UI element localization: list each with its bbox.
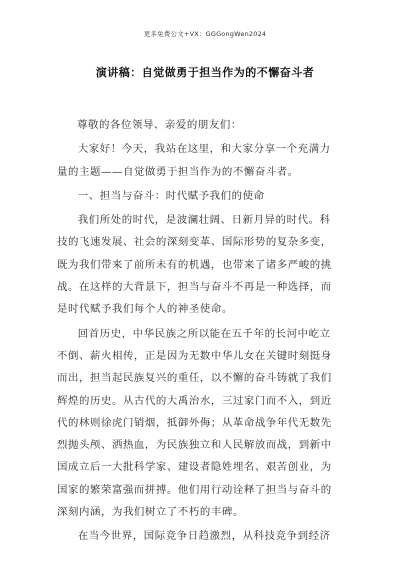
text-line: 技的飞速发展、社会的深刻变革、国际形势的复杂多变， <box>57 236 332 249</box>
document-title: 演讲稿：自觉做勇于担当作为的不懈奋斗者 <box>95 66 315 79</box>
paragraph <box>57 323 355 524</box>
text-line: 一、担当与奋斗：时代赋予我们的使命 <box>77 189 265 202</box>
text-line: 大家好！今天，我站在这里，和大家分享一个充满力 <box>77 143 331 156</box>
paragraph <box>57 138 355 183</box>
document-body <box>57 114 355 550</box>
text-line: 在当今世界，国际竞争日趋激烈，从科技竞争到经济 <box>77 530 331 543</box>
text-line: 国家的繁荣富强而拼搏。他们用行动诠释了担当与奋斗的 <box>57 483 332 496</box>
header-note: 更多免费公文+VX：GGGongWen2024 <box>143 30 267 38</box>
text-line: 辉煌的历史。从古代的大禹治水，三过家门而不入，到近 <box>57 394 332 407</box>
salutation: 尊敬的各位领导、亲爱的朋友们： <box>77 119 242 131</box>
text-line: 是时代赋予我们每个人的神圣使命。 <box>57 303 233 316</box>
text-line: 我们所处的时代，是波澜壮阔、日新月异的时代。科 <box>77 214 331 227</box>
text-line: 不倒、薪火相传，正是因为无数中华儿女在关键时刻挺身 <box>57 349 332 362</box>
text-line: 战。在这样的大背景下，担当与奋斗不再是一种选择，而 <box>57 281 332 294</box>
paragraph <box>57 209 355 320</box>
paragraph <box>57 525 355 547</box>
text-line: 烈抛头颅、洒热血，为民族独立和人民解放而战，到新中 <box>57 439 332 452</box>
text-line: 而出，担当起民族复兴的重任，以不懈的奋斗铸就了我们 <box>57 372 332 385</box>
text-line: 既为我们带来了前所未有的机遇，也带来了诸多严峻的挑 <box>57 258 332 271</box>
text-line: 代的林则徐虎门销烟，抵御外侮；从革命战争年代无数先 <box>57 416 332 429</box>
text-line: 深刻内涵，为我们树立了不朽的丰碑。 <box>57 506 244 519</box>
text-line: 量的主题——自觉做勇于担当作为的不懈奋斗者。 <box>57 165 299 178</box>
text-line: 国成立后一大批科学家、建设者隐姓埋名、艰苦创业，为 <box>57 461 332 474</box>
text-line: 回首历史，中华民族之所以能在五千年的长河中屹立 <box>77 327 331 340</box>
section-heading <box>57 185 355 207</box>
